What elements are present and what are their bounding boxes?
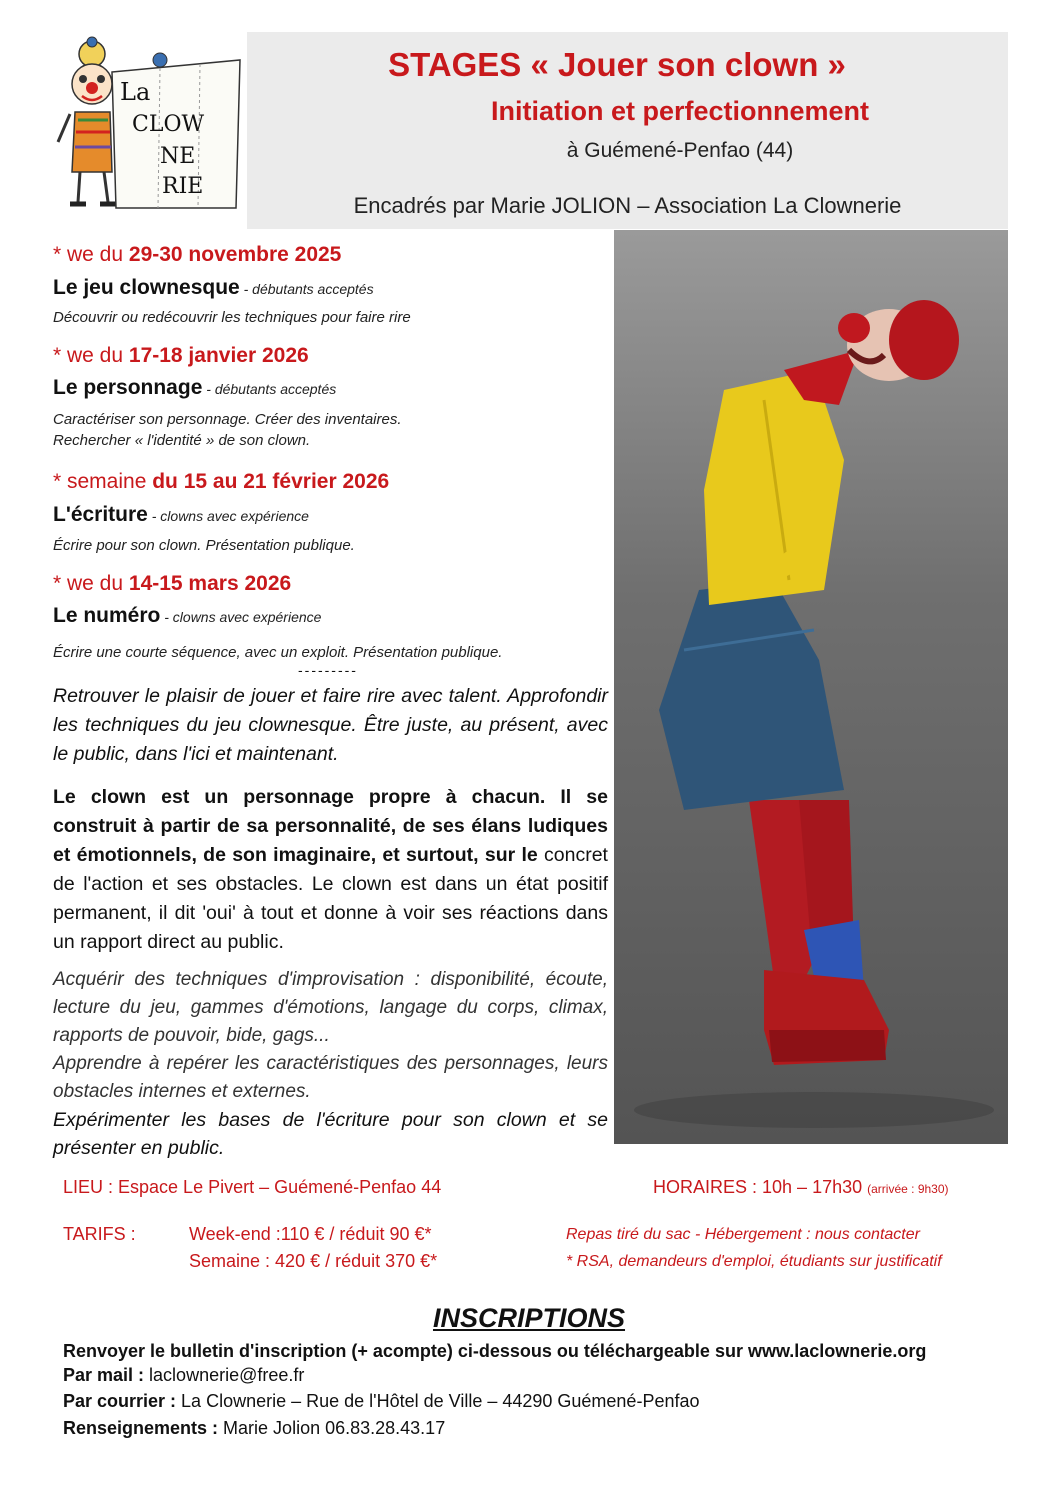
- session-4-header: [53, 604, 321, 628]
- session-3-desc-line: Écrire pour son clown. Présentation publique.: [53, 537, 355, 554]
- mail-label: Par mail :: [63, 1365, 150, 1385]
- clown-paragraph-rest: concret de l'action et ses obstacles. Le clown est dans un état positif permanent, il dit 'oui' à tout et donne à voir ses réactions dans un rapport direct au public.: [53, 844, 608, 953]
- skills-line-2: Apprendre à repérer les caractéristiques des personnages, leurs obstacles internes et externes.: [53, 1053, 608, 1102]
- session-1-prefix: * we du: [53, 243, 129, 266]
- page-title: STAGES « Jouer son clown »: [388, 46, 846, 83]
- session-4-desc: [53, 642, 502, 663]
- session-4-desc-line: Écrire une courte séquence, avec un exploit. Présentation publique.: [53, 644, 503, 661]
- session-1-date: [53, 243, 341, 267]
- session-1-desc: [53, 307, 411, 328]
- supervisor-text: Encadrés par Marie JOLION – Association La Clownerie: [353, 193, 902, 218]
- session-2-prefix: * we du: [53, 344, 129, 367]
- session-2-desc: [53, 409, 402, 451]
- clown-paragraph: [53, 783, 608, 957]
- mail-link[interactable]: laclownerie@free.fr: [149, 1365, 305, 1385]
- horaires-text: HORAIRES : 10h – 17h30: [653, 1177, 863, 1197]
- session-3-level: - clowns avec expérience: [147, 508, 309, 524]
- clown-photo: [614, 230, 1008, 1144]
- location-text: à Guémené-Penfao (44): [566, 139, 794, 162]
- tarif-weekend: Week-end :110 € / réduit 90 €*: [189, 1224, 432, 1244]
- session-4-level: - clowns avec expérience: [160, 609, 322, 625]
- session-1-level: - débutants acceptés: [239, 281, 374, 297]
- lieu-text: LIEU : Espace Le Pivert – Guémené-Penfao 44: [63, 1177, 442, 1197]
- repas-note: Repas tiré du sac - Hébergement : nous contacter: [566, 1226, 920, 1243]
- skills-paragraph: [53, 966, 608, 1162]
- clownerie-logo: [50, 32, 245, 214]
- page-subtitle: Initiation et perfectionnement: [490, 96, 870, 126]
- tarif-semaine: Semaine : 420 € / réduit 370 €*: [189, 1251, 438, 1271]
- session-4-prefix: * we du: [53, 572, 129, 595]
- session-2-desc-line: Rechercher « l'identité » de son clown.: [53, 432, 311, 449]
- session-4-title: Le numéro: [53, 604, 161, 627]
- arrivee-text: (arrivée : 9h30): [867, 1182, 949, 1196]
- inscriptions-courrier: [63, 1391, 700, 1412]
- session-1-title: Le jeu clownesque: [53, 276, 240, 299]
- inscriptions-bulletin-text: Renvoyer le bulletin d'inscription (+ acompte) ci-dessous ou téléchargeable sur www.laclownerie.org: [63, 1341, 927, 1361]
- inscriptions-title: INSCRIPTIONS: [432, 1303, 626, 1333]
- session-3-title: L'écriture: [53, 503, 148, 526]
- session-3-desc: [53, 535, 355, 556]
- logo-text-rie: RIE: [162, 174, 204, 199]
- session-3-prefix: * semaine: [53, 470, 153, 493]
- separator: ---------: [298, 662, 358, 678]
- skills-line-1: Acquérir des techniques d'improvisation : disponibilité, écoute, lecture du jeu, gammes d'émotions, langage du corps, climax, rapports de pouvoir, bide, gags...: [53, 969, 608, 1046]
- logo-text-clow: CLOW: [132, 112, 205, 137]
- horaires: [653, 1177, 949, 1198]
- clown-paragraph-bold: Le clown est un personnage propre à chacun. Il se construit à partir de sa personnalité, de ses élans ludiques et émotionnels, de son imaginaire, et surtout, sur le: [53, 786, 608, 866]
- inscriptions-line-1: [63, 1341, 926, 1362]
- session-3-date-value: du 15 au 21 février 2026: [152, 470, 390, 493]
- session-4-date-value: 14-15 mars 2026: [128, 572, 292, 595]
- tarifs-label: TARIFS :: [63, 1224, 136, 1244]
- renseignements-label: Renseignements :: [63, 1418, 224, 1438]
- session-3-date: [53, 470, 389, 494]
- session-2-date: [53, 344, 309, 368]
- session-1-date-value: 29-30 novembre 2025: [128, 243, 342, 266]
- session-1-desc-line: Découvrir ou redécouvrir les techniques pour faire rire: [53, 309, 411, 326]
- session-4-date: [53, 572, 291, 596]
- session-2-level: - débutants acceptés: [202, 381, 337, 397]
- renseignements-contact: Marie Jolion 06.83.28.43.17: [223, 1418, 446, 1438]
- intro-paragraph: Retrouver le plaisir de jouer et faire rire avec talent. Approfondir les techniques du jeu clownesque. Être juste, au présent, avec le public, dans l'ici et maintenant.: [53, 685, 608, 765]
- courrier-label: Par courrier :: [63, 1391, 182, 1411]
- session-2-header: [53, 376, 336, 400]
- session-3-header: [53, 503, 309, 527]
- logo-text-la: La: [120, 78, 151, 106]
- session-2-title: Le personnage: [53, 376, 203, 399]
- session-1-header: [53, 276, 374, 300]
- inscriptions-mail: [63, 1365, 304, 1386]
- logo-text-ne: NE: [160, 144, 196, 169]
- session-2-desc-line: Caractériser son personnage. Créer des inventaires.: [53, 411, 402, 428]
- inscriptions-renseignements: [63, 1418, 445, 1439]
- reduit-note: * RSA, demandeurs d'emploi, étudiants sur justificatif: [566, 1253, 942, 1270]
- skills-line-3: Expérimenter les bases de l'écriture pour son clown et se présenter en public.: [53, 1109, 608, 1159]
- session-2-date-value: 17-18 janvier 2026: [128, 344, 309, 367]
- courrier-address: La Clownerie – Rue de l'Hôtel de Ville – 44290 Guémené-Penfao: [181, 1391, 700, 1411]
